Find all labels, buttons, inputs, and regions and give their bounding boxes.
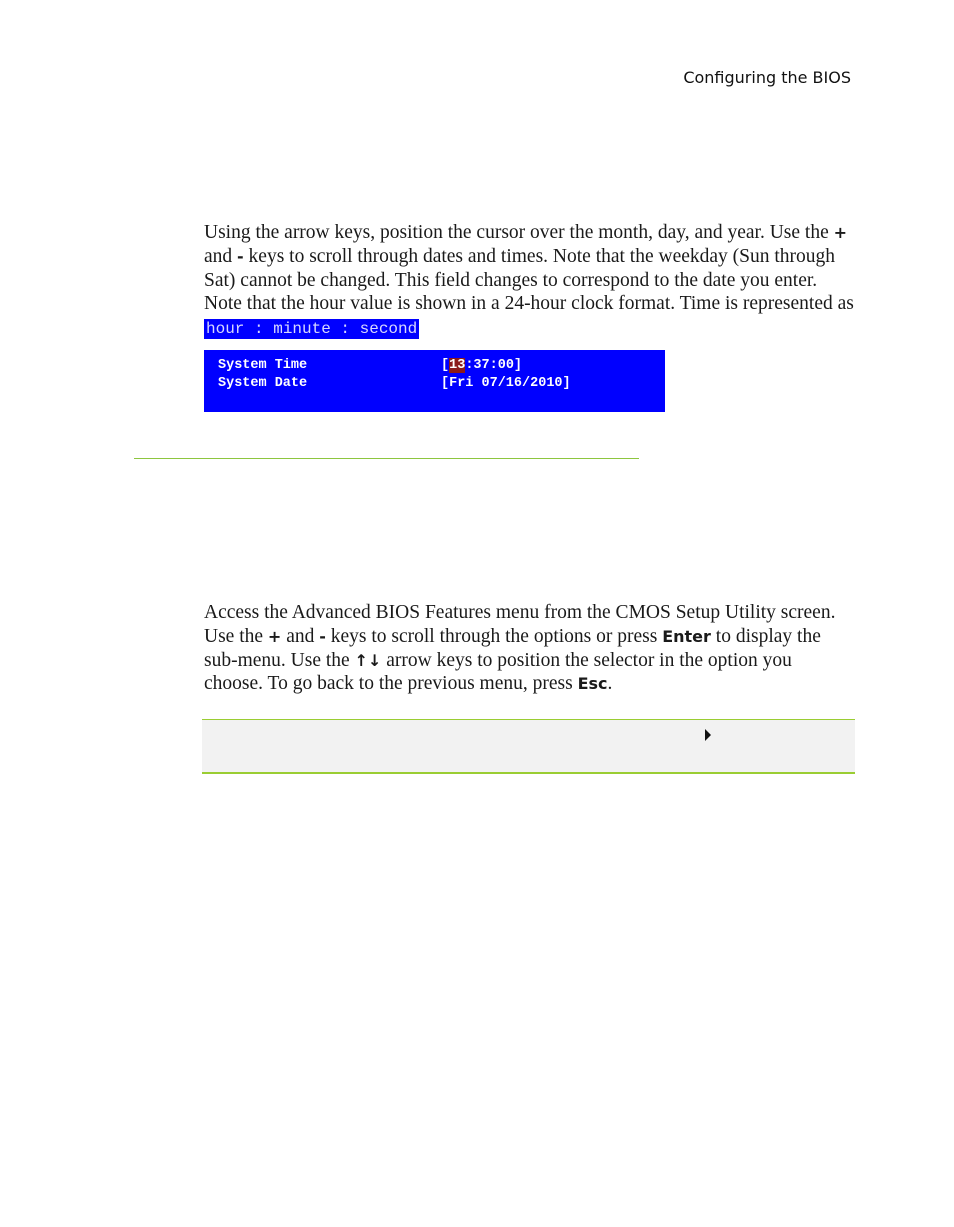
text: and [281,625,320,647]
note-callout [202,719,855,774]
running-header: Configuring the BIOS [683,68,851,87]
key-plus: + [833,223,848,242]
key-minus: - [319,626,326,646]
key-esc: Esc [577,674,608,694]
text: and [204,245,238,267]
up-down-arrows-icon: ↑↓ [354,650,382,670]
time-rest: :37:00] [465,358,523,373]
advanced-bios-description [204,601,854,696]
triangle-right-icon [705,729,711,741]
system-time-value [441,357,522,375]
system-time-description [204,221,854,342]
key-minus: - [237,246,244,266]
text: . [607,673,613,695]
hour-cursor: 13 [449,358,466,373]
system-date-label: System Date [218,376,308,391]
text: keys to scroll through the options or press [325,625,663,647]
bios-screen-snippet [204,350,665,412]
section-divider [134,458,639,459]
time-format-highlight: hour : minute : second [206,320,418,339]
text: Access the Advanced BIOS Features menu from the CMOS Setup Utility screen. Use the [204,602,836,647]
text: Using the arrow keys, position the cursor over the month, day, and year. Use the [204,222,834,243]
key-enter: Enter [662,626,711,646]
system-time-label: System Time [218,358,308,373]
system-date-value: [Fri 07/16/2010] [441,376,571,391]
text: to display the sub-menu. Use the [204,625,821,671]
bracket-open: [ [441,358,450,373]
text: arrow keys to position the selector in the option you choose. To go back to the previous menu, press [204,649,792,695]
key-plus: + [267,626,282,646]
text: keys to scroll through dates and times. Note that the weekday (Sun through Sat) cannot be changed. This field changes to correspond to the date you enter. Note that the hour value is shown in a 24-hour clock format. Time is represented as [204,245,854,315]
